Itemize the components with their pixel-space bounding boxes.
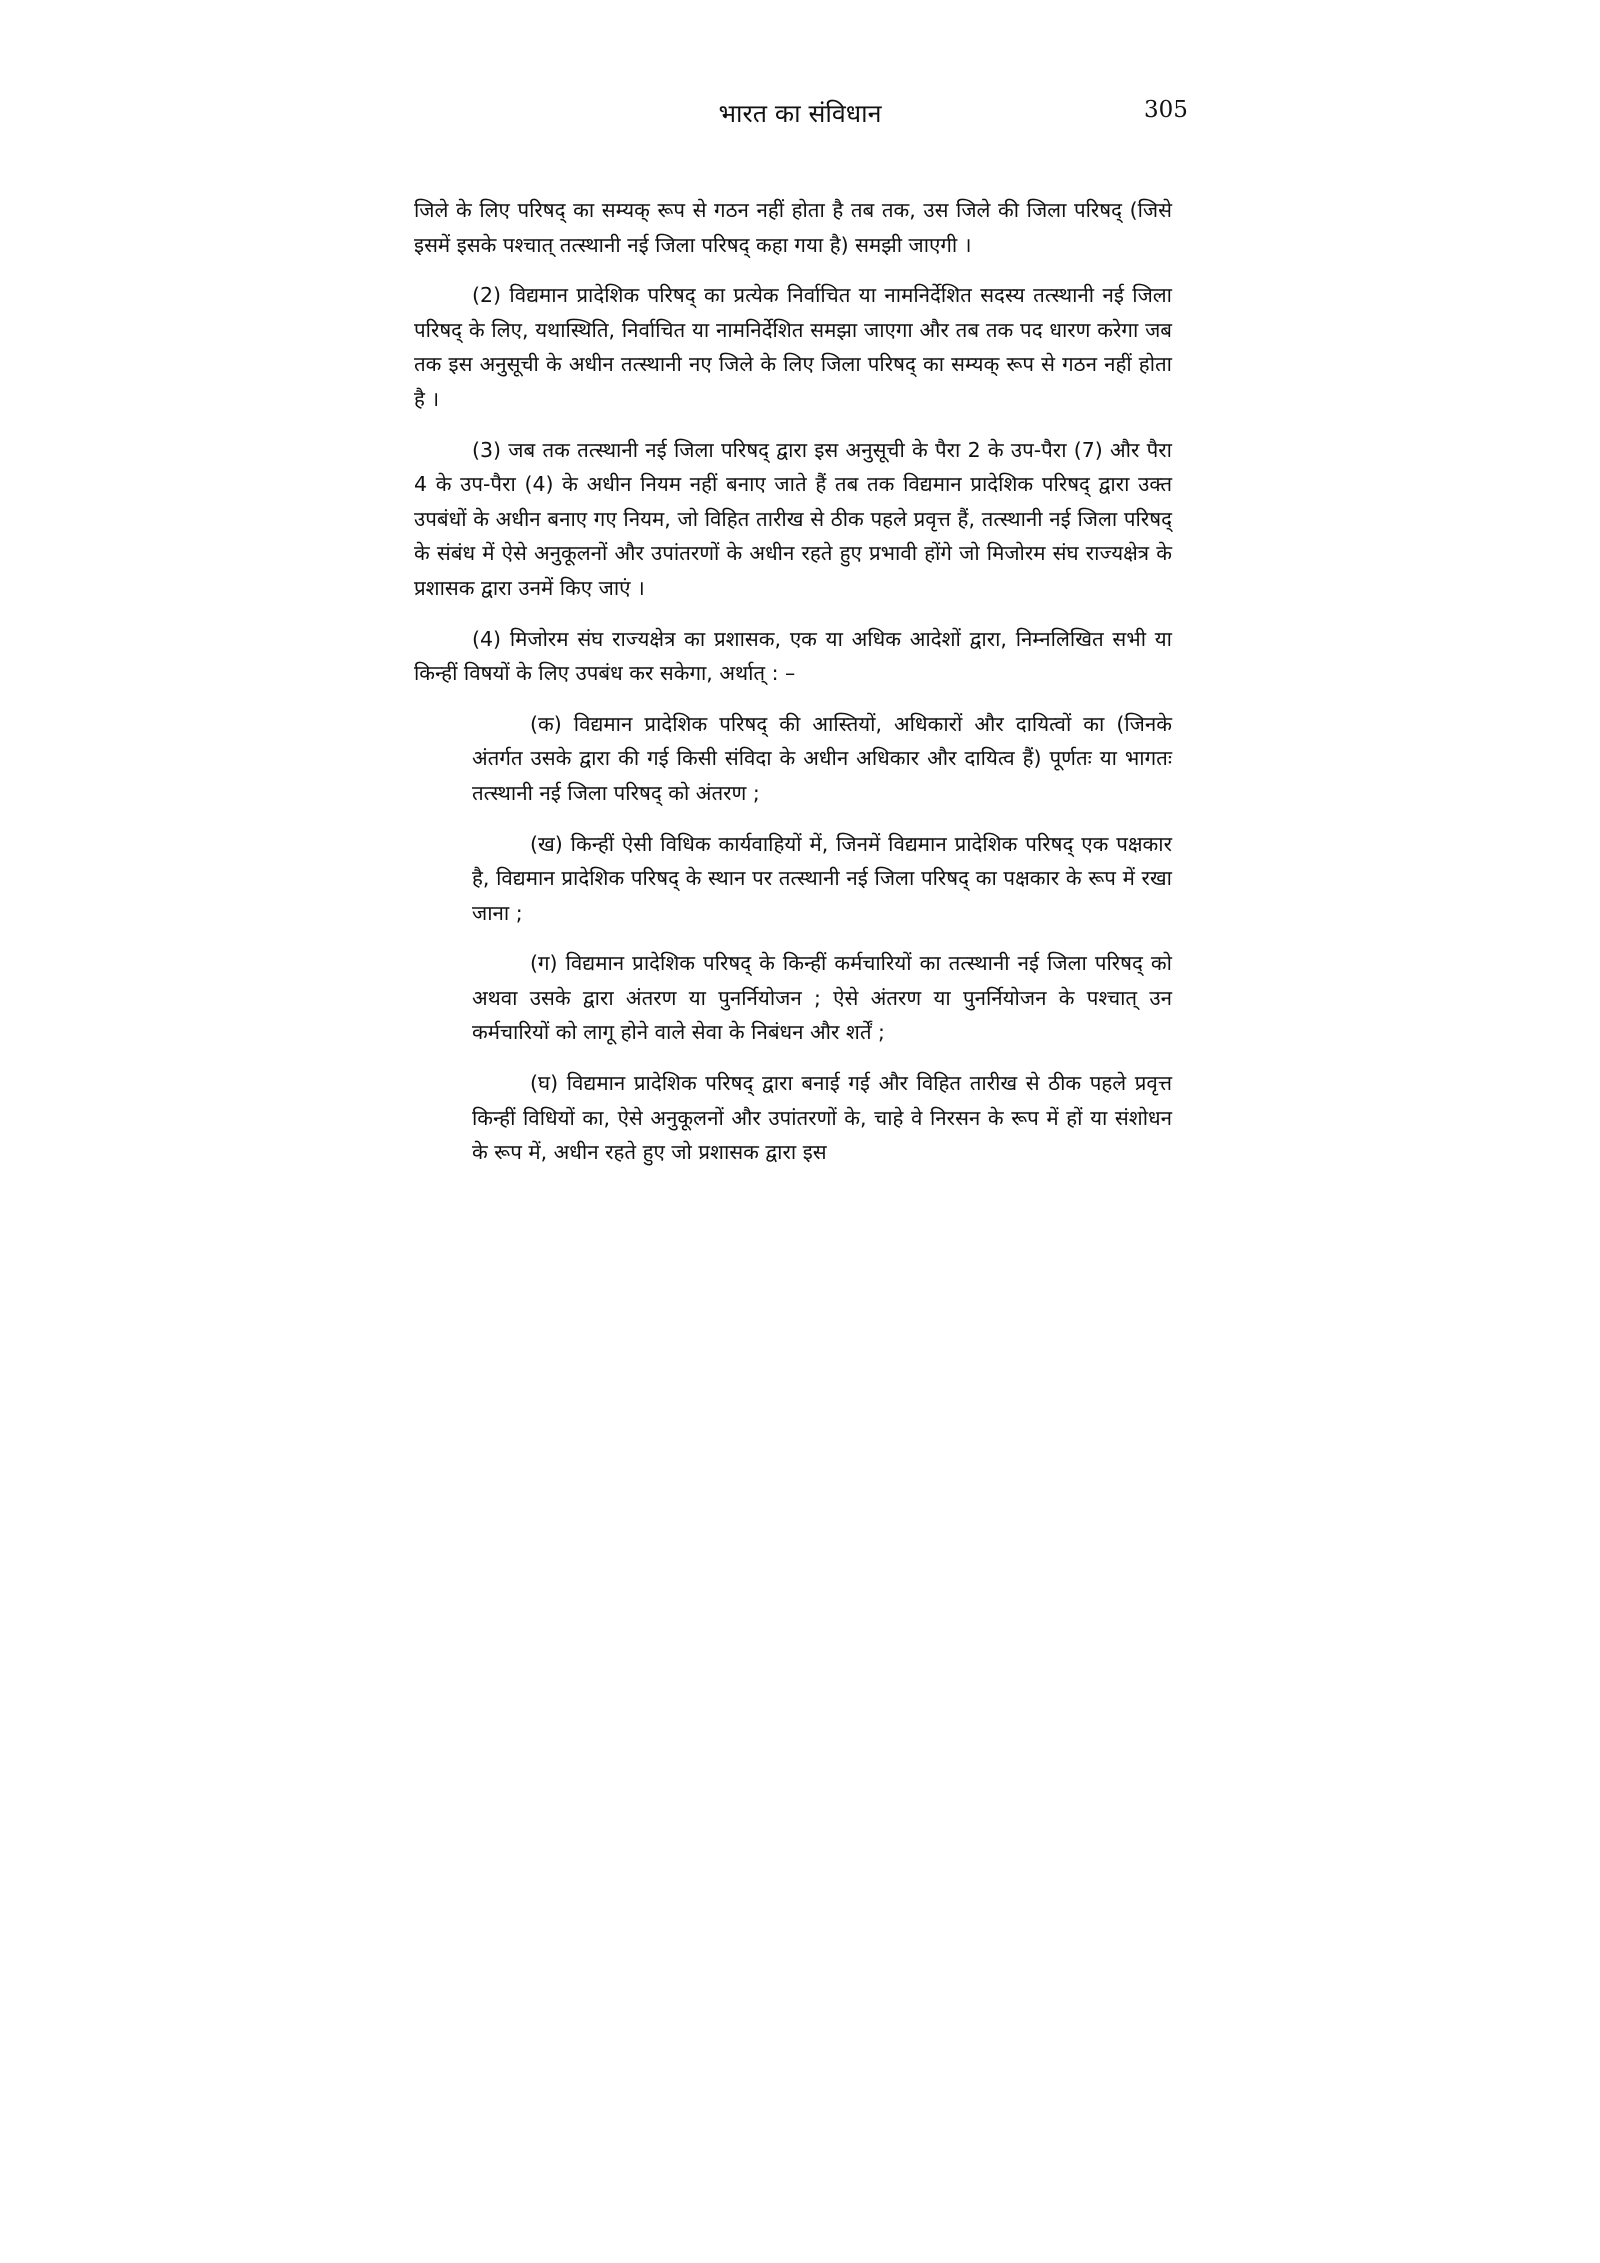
continuation-paragraph: जिले के लिए परिषद् का सम्यक् रूप से गठन नहीं होता है तब तक, उस जिले की जिला परिषद् (जिसे इसमें इसके पश्चात् तत्स्थानी नई जिला परिषद् कहा गया है) समझी जाएगी । <box>414 198 1172 257</box>
paragraph-4: (4) मिजोरम संघ राज्यक्षेत्र का प्रशासक, एक या अधिक आदेशों द्वारा, निम्नलिखित सभी या किन्हीं विषयों के लिए उपबंध कर सकेगा, अर्थात् : – <box>414 626 1172 686</box>
clause-kha: (ख) किन्हीं ऐसी विधिक कार्यवाहियों में, जिनमें विद्यमान प्रादेशिक परिषद् एक पक्षकार है, विद्यमान प्रादेशिक परिषद् के स्थान पर तत्स्थानी नई जिला परिषद् का पक्षकार के रूप में रखा जाना ; <box>472 831 1172 925</box>
clause-gha: (घ) विद्यमान प्रादेशिक परिषद् द्वारा बनाई गई और विहित तारीख से ठीक पहले प्रवृत्त किन्हीं विधियों का, ऐसे अनुकूलनों और उपांतरणों के, चाहे वे निरसन के रूप में हों या संशोधन के रूप में, अधीन रहते हुए जो प्रशासक द्वारा इस <box>472 1071 1172 1165</box>
page-number: 305 <box>1144 97 1188 123</box>
paragraph-2: (2) विद्यमान प्रादेशिक परिषद् का प्रत्येक निर्वाचित या नामनिर्देशित सदस्य तत्स्थानी नई जिला परिषद् के लिए, यथास्थिति, निर्वाचित या नामनिर्देशित समझा जाएगा और तब तक पद धारण करेगा जब तक इस अनुसूची के अधीन तत्स्थानी नए जिले के लिए जिला परिषद् का सम्यक् रूप से गठन नहीं होता है । <box>414 283 1172 411</box>
paragraph-3: (3) जब तक तत्स्थानी नई जिला परिषद् द्वारा इस अनुसूची के पैरा 2 के उप-पैरा (7) और पैरा 4 के उप-पैरा (4) के अधीन नियम नहीं बनाए जाते हैं तब तक विद्यमान प्रादेशिक परिषद् द्वारा उक्त उपबंधों के अधीन बनाए गए नियम, जो विहित तारीख से ठीक पहले प्रवृत्त हैं, तत्स्थानी नई जिला परिषद् के संबंध में ऐसे अनुकूलनों और उपांतरणों के अधीन रहते हुए प्रभावी होंगे जो मिजोरम संघ राज्यक्षेत्र के प्रशासक द्वारा उनमें किए जाएं । <box>414 437 1172 600</box>
clause-ga: (ग) विद्यमान प्रादेशिक परिषद् के किन्हीं कर्मचारियों का तत्स्थानी नई जिला परिषद् को अथवा उसके द्वारा अंतरण या पुनर्नियोजन ; ऐसे अंतरण या पुनर्नियोजन के पश्चात् उन कर्मचारियों को लागू होने वाले सेवा के निबंधन और शर्तें ; <box>472 951 1172 1045</box>
clause-ka: (क) विद्यमान प्रादेशिक परिषद् की आस्तियों, अधिकारों और दायित्वों का (जिनके अंतर्गत उसके द्वारा की गई किसी संविदा के अधीन अधिकार और दायित्व हैं) पूर्णतः या भागतः तत्स्थानी नई जिला परिषद् को अंतरण ; <box>472 711 1172 805</box>
document-body <box>414 193 1172 1186</box>
page-title: भारत का संविधान <box>718 99 882 128</box>
